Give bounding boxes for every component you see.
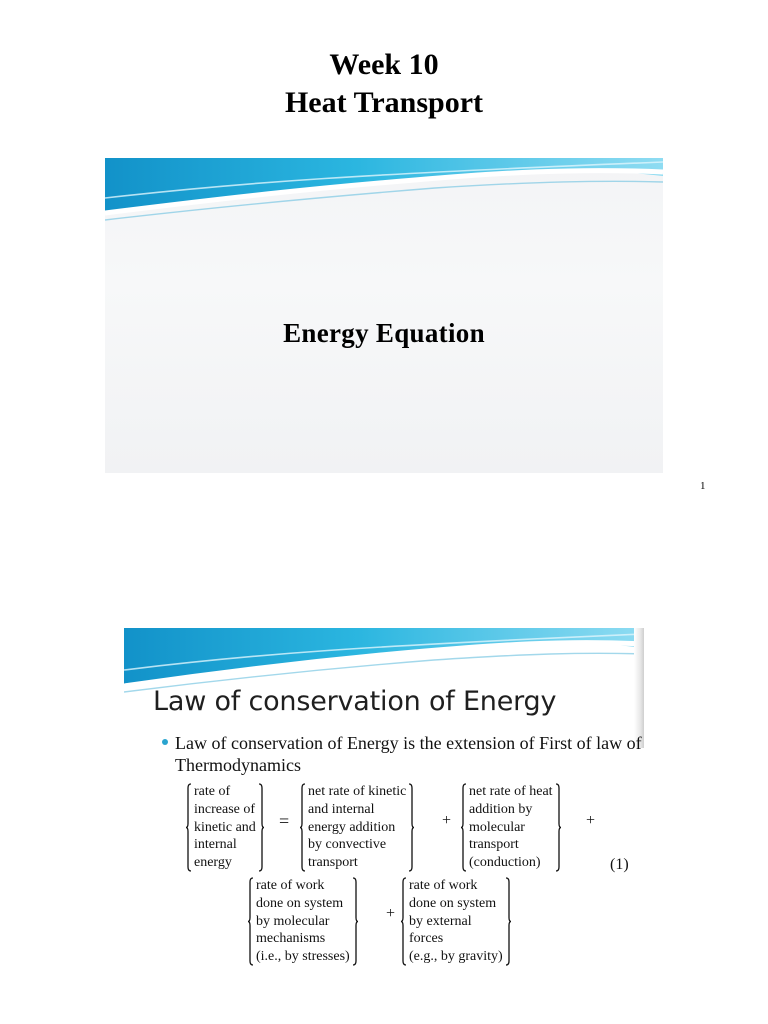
slide-2-title: Law of conservation of Energy <box>153 686 557 717</box>
equals-sign: = <box>279 811 290 831</box>
equation-term-line: increase of <box>194 801 256 817</box>
slide-number: 1 <box>700 480 706 492</box>
left-brace <box>400 877 407 966</box>
equation-term-line: net rate of heat <box>469 784 553 799</box>
equation-term-line: (i.e., by stresses) <box>256 949 350 965</box>
slide-2 <box>124 628 644 973</box>
equation-term-line: net rate of kinetic <box>308 784 407 799</box>
equation-term-line: addition by <box>469 801 533 817</box>
equation-term-line: done on system <box>256 895 344 911</box>
equation-term-line: by convective <box>308 837 387 853</box>
plus-sign: + <box>586 812 596 829</box>
equation-term-line: molecular <box>469 819 525 835</box>
bullet-dot-icon <box>162 739 168 745</box>
wave-banner <box>105 158 663 228</box>
document-title <box>0 46 768 122</box>
left-brace <box>299 783 306 872</box>
equation-term-line: (e.g., by gravity) <box>409 949 503 965</box>
equation-term-line: transport <box>308 855 358 871</box>
document-title-week: Week 10 <box>329 48 439 81</box>
equation-term <box>460 783 562 872</box>
equation-term <box>400 877 512 966</box>
equation-term-line: energy <box>194 855 232 871</box>
equation-term-line: rate of <box>194 784 231 799</box>
equation-term-line: done on system <box>409 895 497 911</box>
right-brace <box>408 783 415 872</box>
right-brace <box>258 783 265 872</box>
right-brace <box>555 783 562 872</box>
equation-term-line: (conduction) <box>469 855 541 871</box>
equation-term-line: forces <box>409 931 444 947</box>
equation-term-line: transport <box>469 837 519 853</box>
equation-term <box>299 783 415 872</box>
document-title-topic: Heat Transport <box>284 86 484 119</box>
left-brace <box>460 783 467 872</box>
plus-sign: + <box>386 905 396 922</box>
bullet-text: Law of conservation of Energy is the extension of First of law of Thermodynamics <box>175 733 642 775</box>
slide-edge <box>634 628 644 748</box>
equation-term-line: by external <box>409 913 472 929</box>
equation-term <box>185 783 265 872</box>
right-brace <box>352 877 359 966</box>
slide-1 <box>105 158 663 473</box>
equation-term-line: and internal <box>308 801 375 817</box>
slide-1-title: Energy Equation <box>283 318 485 348</box>
equation-term-line: kinetic and <box>194 819 256 835</box>
equation-term-line: mechanisms <box>256 931 326 947</box>
equation-term-line: rate of work <box>409 878 478 893</box>
equation-term <box>247 877 359 966</box>
right-brace <box>505 877 512 966</box>
left-brace <box>185 783 192 872</box>
equation-term-line: rate of work <box>256 878 325 893</box>
plus-sign: + <box>442 812 452 829</box>
equation-number: (1) <box>610 856 629 873</box>
bullet-item <box>162 732 642 776</box>
equation-term-line: internal <box>194 837 237 853</box>
left-brace <box>247 877 254 966</box>
equation-term-line: by molecular <box>256 913 330 929</box>
equation-term-line: energy addition <box>308 819 396 835</box>
